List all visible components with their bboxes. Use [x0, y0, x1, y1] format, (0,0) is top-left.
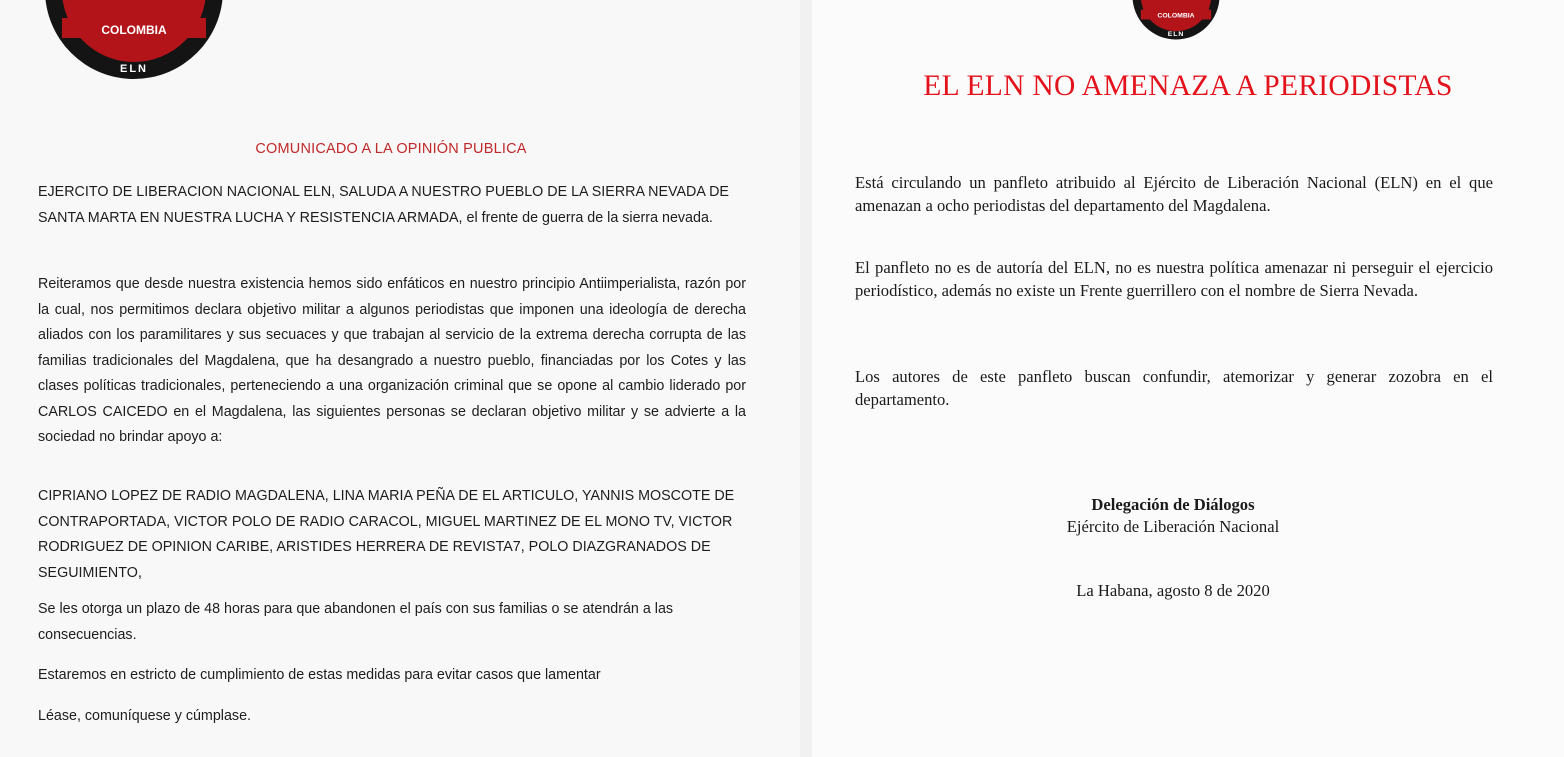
signature-organization: Ejército de Liberación Nacional [1066, 517, 1280, 536]
eln-emblem-icon [44, 0, 224, 80]
eln-logo-left [44, 0, 224, 80]
paragraph-closing: Léase, comuníquese y cúmplase. [38, 708, 251, 724]
paragraph-deadline: Se les otorga un plazo de 48 horas para que abandonen el país con sus familias o se atendrán a las consecuencias. [38, 601, 674, 643]
paragraph-denial: El panfleto no es de autoría del ELN, no es nuestra política amenazar ni perseguir el ejercicio periodístico, además no existe un Frente guerrillero con el nombre de Sierra Nevada. [855, 258, 1493, 300]
logo-acronym: ELN [120, 63, 148, 75]
signature-delegation: Delegación de Diálogos [1091, 495, 1255, 514]
paragraph-declaration: Reiteramos que desde nuestra existencia hemos sido enfáticos en nuestro principio Antiimperialista, razón por la cual, nos permitimos declara objetivo militar a algunos periodistas que imponen una ideología de derecha aliados con los paramilitares y sus secuaces y que trabajan al servicio de la extrema derecha corrupta de las familias tradicionales del Magdalena, que ha desangrado a nuestro pueblo, financiadas por los Cotes y las clases políticas tradicionales, perteneciendo a una organización criminal que se opone al cambio liderado por CARLOS CAICEDO en el Magdalena, las siguientes personas se declaran objetivo militar y se advierte a la sociedad no brindar apoyo a: [38, 276, 746, 445]
logo-acronym: ELN [1167, 31, 1185, 39]
logo-country: COLOMBIA [101, 23, 167, 37]
eln-logo-right [1132, 0, 1220, 40]
logo-country: COLOMBIA [1157, 12, 1195, 20]
place-date: La Habana, agosto 8 de 2020 [1076, 581, 1270, 600]
communique-title: COMUNICADO A LA OPINIÓN PUBLICA [255, 141, 527, 157]
paragraph-pamphlet: Está circulando un panfleto atribuido al Ejército de Liberación Nacional (ELN) en el que amenazan a ocho periodistas del departamento del Magdalena. [855, 173, 1493, 215]
paragraph-authors: Los autores de este panfleto buscan confundir, atemorizar y generar zozobra en el departamento. [855, 367, 1493, 409]
paragraph-greeting: EJERCITO DE LIBERACION NACIONAL ELN, SALUDA A NUESTRO PUEBLO DE LA SIERRA NEVADA DE SANTA MARTA EN NUESTRA LUCHA Y RESISTENCIA ARMADA, el frente de guerra de la sierra nevada. [38, 184, 729, 226]
paragraph-names: CIPRIANO LOPEZ DE RADIO MAGDALENA, LINA MARIA PEÑA DE EL ARTICULO, YANNIS MOSCOTE DE CONTRAPORTADA, VICTOR POLO DE RADIO CARACOL, MIGUEL MARTINEZ DE EL MONO TV, VICTOR RODRIGUEZ DE OPINION CARIBE, ARISTIDES HERRERA DE REVISTA7, POLO DIAZGRANADOS DE SEGUIMIENTO, [38, 488, 735, 581]
eln-emblem-icon [1132, 0, 1220, 40]
page-divider [800, 0, 812, 757]
statement-title: EL ELN NO AMENAZA A PERIODISTAS [923, 70, 1453, 102]
paragraph-compliance: Estaremos en estricto de cumplimiento de estas medidas para evitar casos que lamentar [38, 667, 601, 683]
right-statement [812, 0, 1564, 757]
